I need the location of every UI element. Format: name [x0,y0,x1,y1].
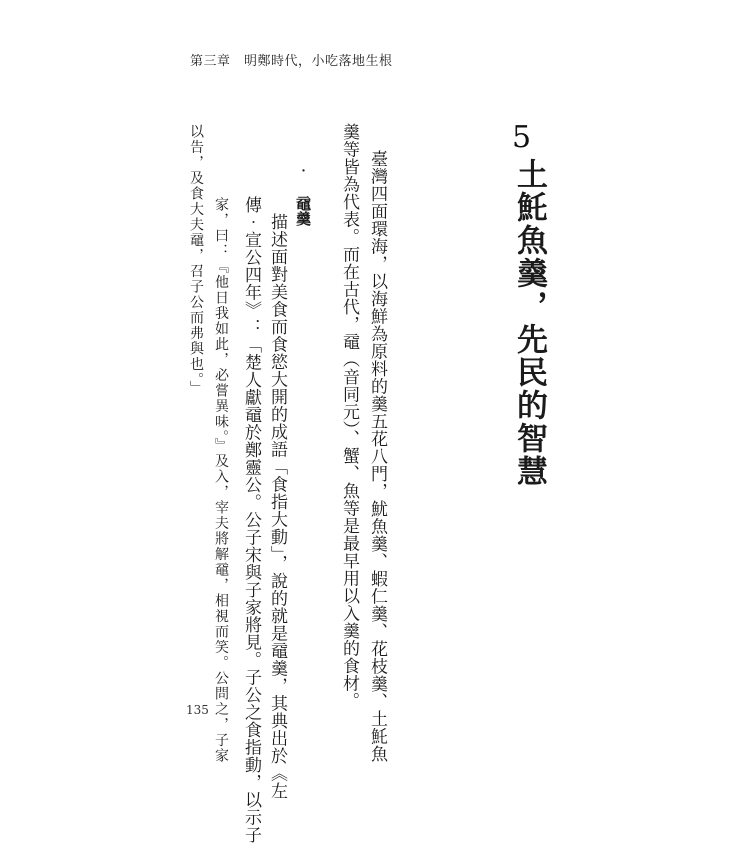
page-number: 135 [186,703,209,717]
quote-line-1: 家，曰：『他日我如此，必嘗異味。』及入，宰夫將解黿，相視而笑。公問之，子家 [213,197,229,764]
paragraph-2-line-2: 傳‧宣公四年》：「楚人獻黿於鄭靈公。公子宋與子家將見。子公之食指動，以示子 [241,196,261,844]
quote-line-2: 以告，及食大夫黿，召子公而弗與也。」 [188,124,204,396]
paragraph-1-line-1: 臺灣四面環海，以海鮮為原料的羹五花八門，魷魚羹、蝦仁羹、花枝羹、土魠魚 [367,150,387,763]
section-subheading: ‧ 黿羹 [294,163,312,226]
paragraph-1-line-2: 羹等皆為代表。而在古代，黿（音同元）、蟹、魚等是最早用以入羹的食材。 [339,123,359,710]
paragraph-2-line-1: 描述面對美食而食慾大開的成語「食指大動」，說的就是黿羹，其典出於《左 [267,213,287,800]
chapter-number: 5 [512,120,532,155]
chapter-title: 土魠魚羹，先民的智慧 [511,158,547,488]
running-header: 第三章 明鄭時代，小吃落地生根 [190,54,393,69]
